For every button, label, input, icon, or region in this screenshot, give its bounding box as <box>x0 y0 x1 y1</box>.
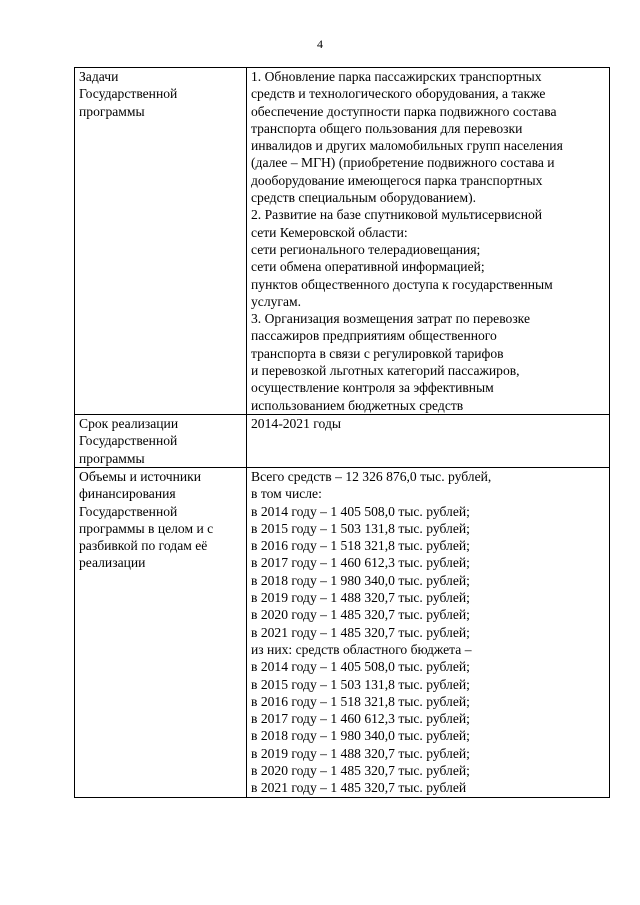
value-line: из них: средств областного бюджета – <box>251 641 472 657</box>
value-line: обеспечение доступности парка подвижного состава <box>251 103 557 119</box>
value-line: в 2020 году – 1 485 320,7 тыс. рублей; <box>251 607 470 623</box>
label-cell <box>75 68 247 415</box>
label-line: Государственной <box>79 503 178 519</box>
value-line: в 2014 году – 1 405 508,0 тыс. рублей; <box>251 659 470 675</box>
label-cell <box>75 415 247 468</box>
value-line: в 2015 году – 1 503 131,8 тыс. рублей; <box>251 676 470 692</box>
value-cell <box>247 468 610 798</box>
value-line: осуществление контроля за эффективным <box>251 380 494 396</box>
label-line: Срок реализации <box>79 416 179 431</box>
value-line: в 2017 году – 1 460 612,3 тыс. рублей; <box>251 711 470 727</box>
label-line: программы в целом и с <box>79 520 214 536</box>
label-line: программы <box>79 450 145 466</box>
value-line: в 2015 году – 1 503 131,8 тыс. рублей; <box>251 520 470 536</box>
value-line: сети Кемеровской области: <box>251 224 408 240</box>
value-line: в 2017 году – 1 460 612,3 тыс. рублей; <box>251 555 470 571</box>
value-line: пунктов общественного доступа к государственным <box>251 276 553 292</box>
row-implementation-period <box>75 415 610 468</box>
value-line: сети регионального телерадиовещания; <box>251 241 481 257</box>
label-line: разбивкой по годам её <box>79 538 208 554</box>
value-line: средств и технологического оборудования, а также <box>251 86 546 102</box>
value-line: дооборудование имеющегося парка транспортных <box>251 172 543 188</box>
label-line: Объемы и источники <box>79 469 202 484</box>
value-line: в 2016 году – 1 518 321,8 тыс. рублей; <box>251 693 470 709</box>
value-cell <box>247 68 610 415</box>
value-cell <box>247 415 610 468</box>
value-line: в 2014 году – 1 405 508,0 тыс. рублей; <box>251 503 470 519</box>
row-program-tasks <box>75 68 610 415</box>
value-line: 2014-2021 годы <box>251 416 341 431</box>
value-line: в 2019 году – 1 488 320,7 тыс. рублей; <box>251 745 470 761</box>
value-line: (далее – МГН) (приобретение подвижного состава и <box>251 155 555 171</box>
label-line: программы <box>79 103 145 119</box>
value-line: в 2018 году – 1 980 340,0 тыс. рублей; <box>251 728 470 744</box>
label-line: финансирования <box>79 486 176 502</box>
label-line: Государственной <box>79 86 178 102</box>
label-line: реализации <box>79 555 146 571</box>
value-line: услугам. <box>251 293 302 309</box>
label-line: Задачи <box>79 69 119 84</box>
label-cell <box>75 468 247 798</box>
value-line: сети обмена оперативной информацией; <box>251 259 485 275</box>
value-line: инвалидов и других маломобильных групп населения <box>251 138 563 154</box>
value-line: 1. Обновление парка пассажирских транспортных <box>251 69 542 84</box>
value-line: в том числе: <box>251 486 322 502</box>
value-line: в 2020 году – 1 485 320,7 тыс. рублей; <box>251 763 470 779</box>
value-line: использованием бюджетных средств <box>251 397 464 413</box>
value-line: транспорта общего пользования для перевозки <box>251 120 523 136</box>
value-line: в 2019 году – 1 488 320,7 тыс. рублей; <box>251 590 470 606</box>
value-line: в 2021 году – 1 485 320,7 тыс. рублей; <box>251 624 470 640</box>
value-line: и перевозкой льготных категорий пассажиров, <box>251 363 520 379</box>
table-body <box>75 68 610 798</box>
value-line: в 2016 году – 1 518 321,8 тыс. рублей; <box>251 538 470 554</box>
value-line: Всего средств – 12 326 876,0 тыс. рублей, <box>251 469 492 484</box>
value-line: транспорта в связи с регулировкой тарифов <box>251 345 504 361</box>
value-line: средств специальным оборудованием). <box>251 190 476 206</box>
value-line: 2. Развитие на базе спутниковой мультисервисной <box>251 207 543 223</box>
value-line: пассажиров предприятиям общественного <box>251 328 497 344</box>
row-funding <box>75 468 610 798</box>
value-line: в 2021 году – 1 485 320,7 тыс. рублей <box>251 780 467 796</box>
value-line: 3. Организация возмещения затрат по перевозке <box>251 311 530 327</box>
value-line: в 2018 году – 1 980 340,0 тыс. рублей; <box>251 572 470 588</box>
page-number: 4 <box>317 37 323 51</box>
label-line: Государственной <box>79 433 178 449</box>
program-passport-table <box>74 67 610 798</box>
